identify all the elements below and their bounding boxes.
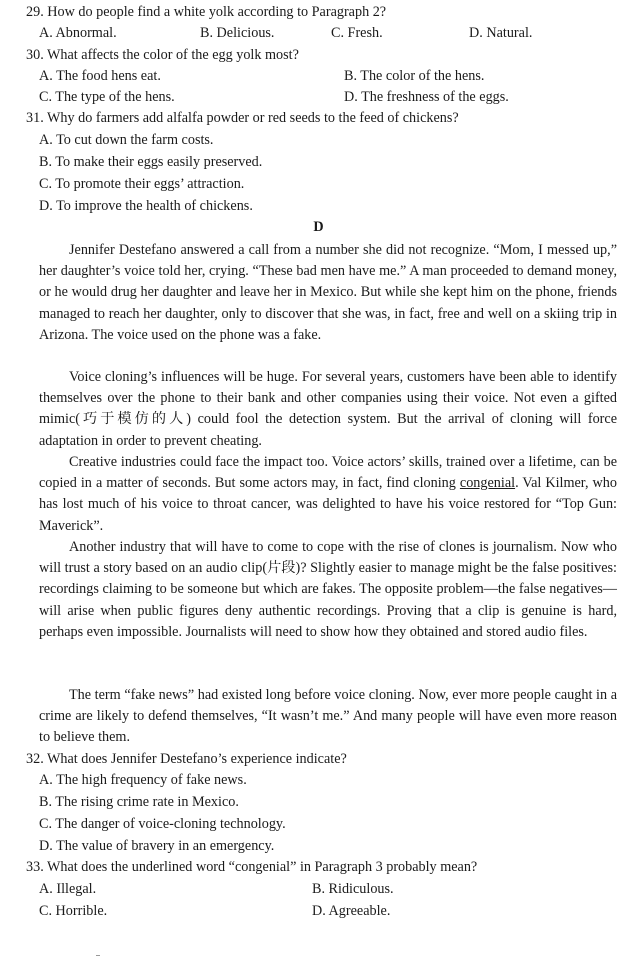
question-29-option-c: C. Fresh. (331, 25, 383, 41)
question-33-option-b: B. Ridiculous. (312, 881, 394, 897)
question-32-option-a: A. The high frequency of fake news. (39, 772, 247, 788)
footer-dash-mark (96, 955, 100, 956)
question-32-option-c: C. The danger of voice-cloning technology. (39, 816, 286, 832)
passage-paragraph-2: Voice cloning’s influences will be huge. For several years, customers have been able to identify themselves over the phone to their bank and other companies using their voice. Not even a gifted mimic(巧于模仿的人) could fool the detection system. But the arrival of cloning will force adaptation in order to prevent cheating. (39, 369, 617, 449)
question-33-stem: 33. What does the underlined word “congenial” in Paragraph 3 probably mean? (26, 859, 478, 875)
question-30-option-d: D. The freshness of the eggs. (344, 89, 509, 105)
question-31-option-a: A. To cut down the farm costs. (39, 132, 214, 148)
question-31-stem: 31. Why do farmers add alfalfa powder or red seeds to the feed of chickens? (26, 110, 459, 126)
question-31-option-c: C. To promote their eggs’ attraction. (39, 176, 245, 192)
paragraph-3-text-after: . Val Kilmer, who has lost much of his voice to throat cancer, was delighted to have his voice restored for “Top Gun: Maverick”. (39, 475, 617, 534)
underlined-word-congenial: congenial (459, 475, 516, 492)
section-label: D (313, 219, 324, 235)
question-30-option-b: B. The color of the hens. (344, 68, 485, 84)
question-31-option-b: B. To make their eggs easily preserved. (39, 154, 263, 170)
question-29-option-b: B. Delicious. (200, 25, 275, 41)
question-30-option-c: C. The type of the hens. (39, 89, 175, 105)
question-30-stem: 30. What affects the color of the egg yolk most? (26, 47, 299, 63)
question-29-option-d: D. Natural. (469, 25, 533, 41)
passage-paragraph-4: Another industry that will have to come to cope with the rise of clones is journalism. Now who will trust a story based on an audio clip(片段)? Slightly easier to manage might be the false positives: recordings claiming to be someone but which are fakes. The opposite problem—the false negatives—will arise when public figures deny authentic recordings. Proving that a clip is genuine is hard, perhaps even impossible. Journalists will need to show how they obtained and stored audio files. (39, 539, 617, 640)
question-30-option-a: A. The food hens eat. (39, 68, 161, 84)
question-31-option-d: D. To improve the health of chickens. (39, 198, 253, 214)
passage-paragraph-1: Jennifer Destefano answered a call from a number she did not recognize. “Mom, I messed up,” her daughter’s voice told her, crying. “These bad men have me.” A man proceeded to demand money, or he would drug her daughter and leave her in Mexico. But while she kept him on the phone, friends managed to reach her daughter, only to discover that she was, in fact, free and well on a skiing trip in Arizona. The voice used on the phone was a fake. (39, 242, 617, 343)
paragraph-3-text-before: Creative industries could face the impact too. Voice actors’ skills, trained over a lifetime, can be copied in a matter of seconds. But some actors may, in fact, find cloning (39, 454, 617, 492)
passage-paragraph-3 (39, 452, 617, 537)
passage-paragraph-5: The term “fake news” had existed long before voice cloning. Now, ever more people caught in a crime are likely to defend themselves, “It wasn’t me.” And many people will have even more reason to believe them. (39, 687, 617, 746)
question-32-option-d: D. The value of bravery in an emergency. (39, 838, 275, 854)
question-29-stem: 29. How do people find a white yolk according to Paragraph 2? (26, 4, 387, 20)
question-33-option-a: A. Illegal. (39, 881, 97, 897)
question-33-option-c: C. Horrible. (39, 903, 108, 919)
question-29-option-a: A. Abnormal. (39, 25, 117, 41)
question-32-option-b: B. The rising crime rate in Mexico. (39, 794, 239, 810)
question-32-stem: 32. What does Jennifer Destefano’s experience indicate? (26, 751, 347, 767)
question-33-option-d: D. Agreeable. (312, 903, 391, 919)
